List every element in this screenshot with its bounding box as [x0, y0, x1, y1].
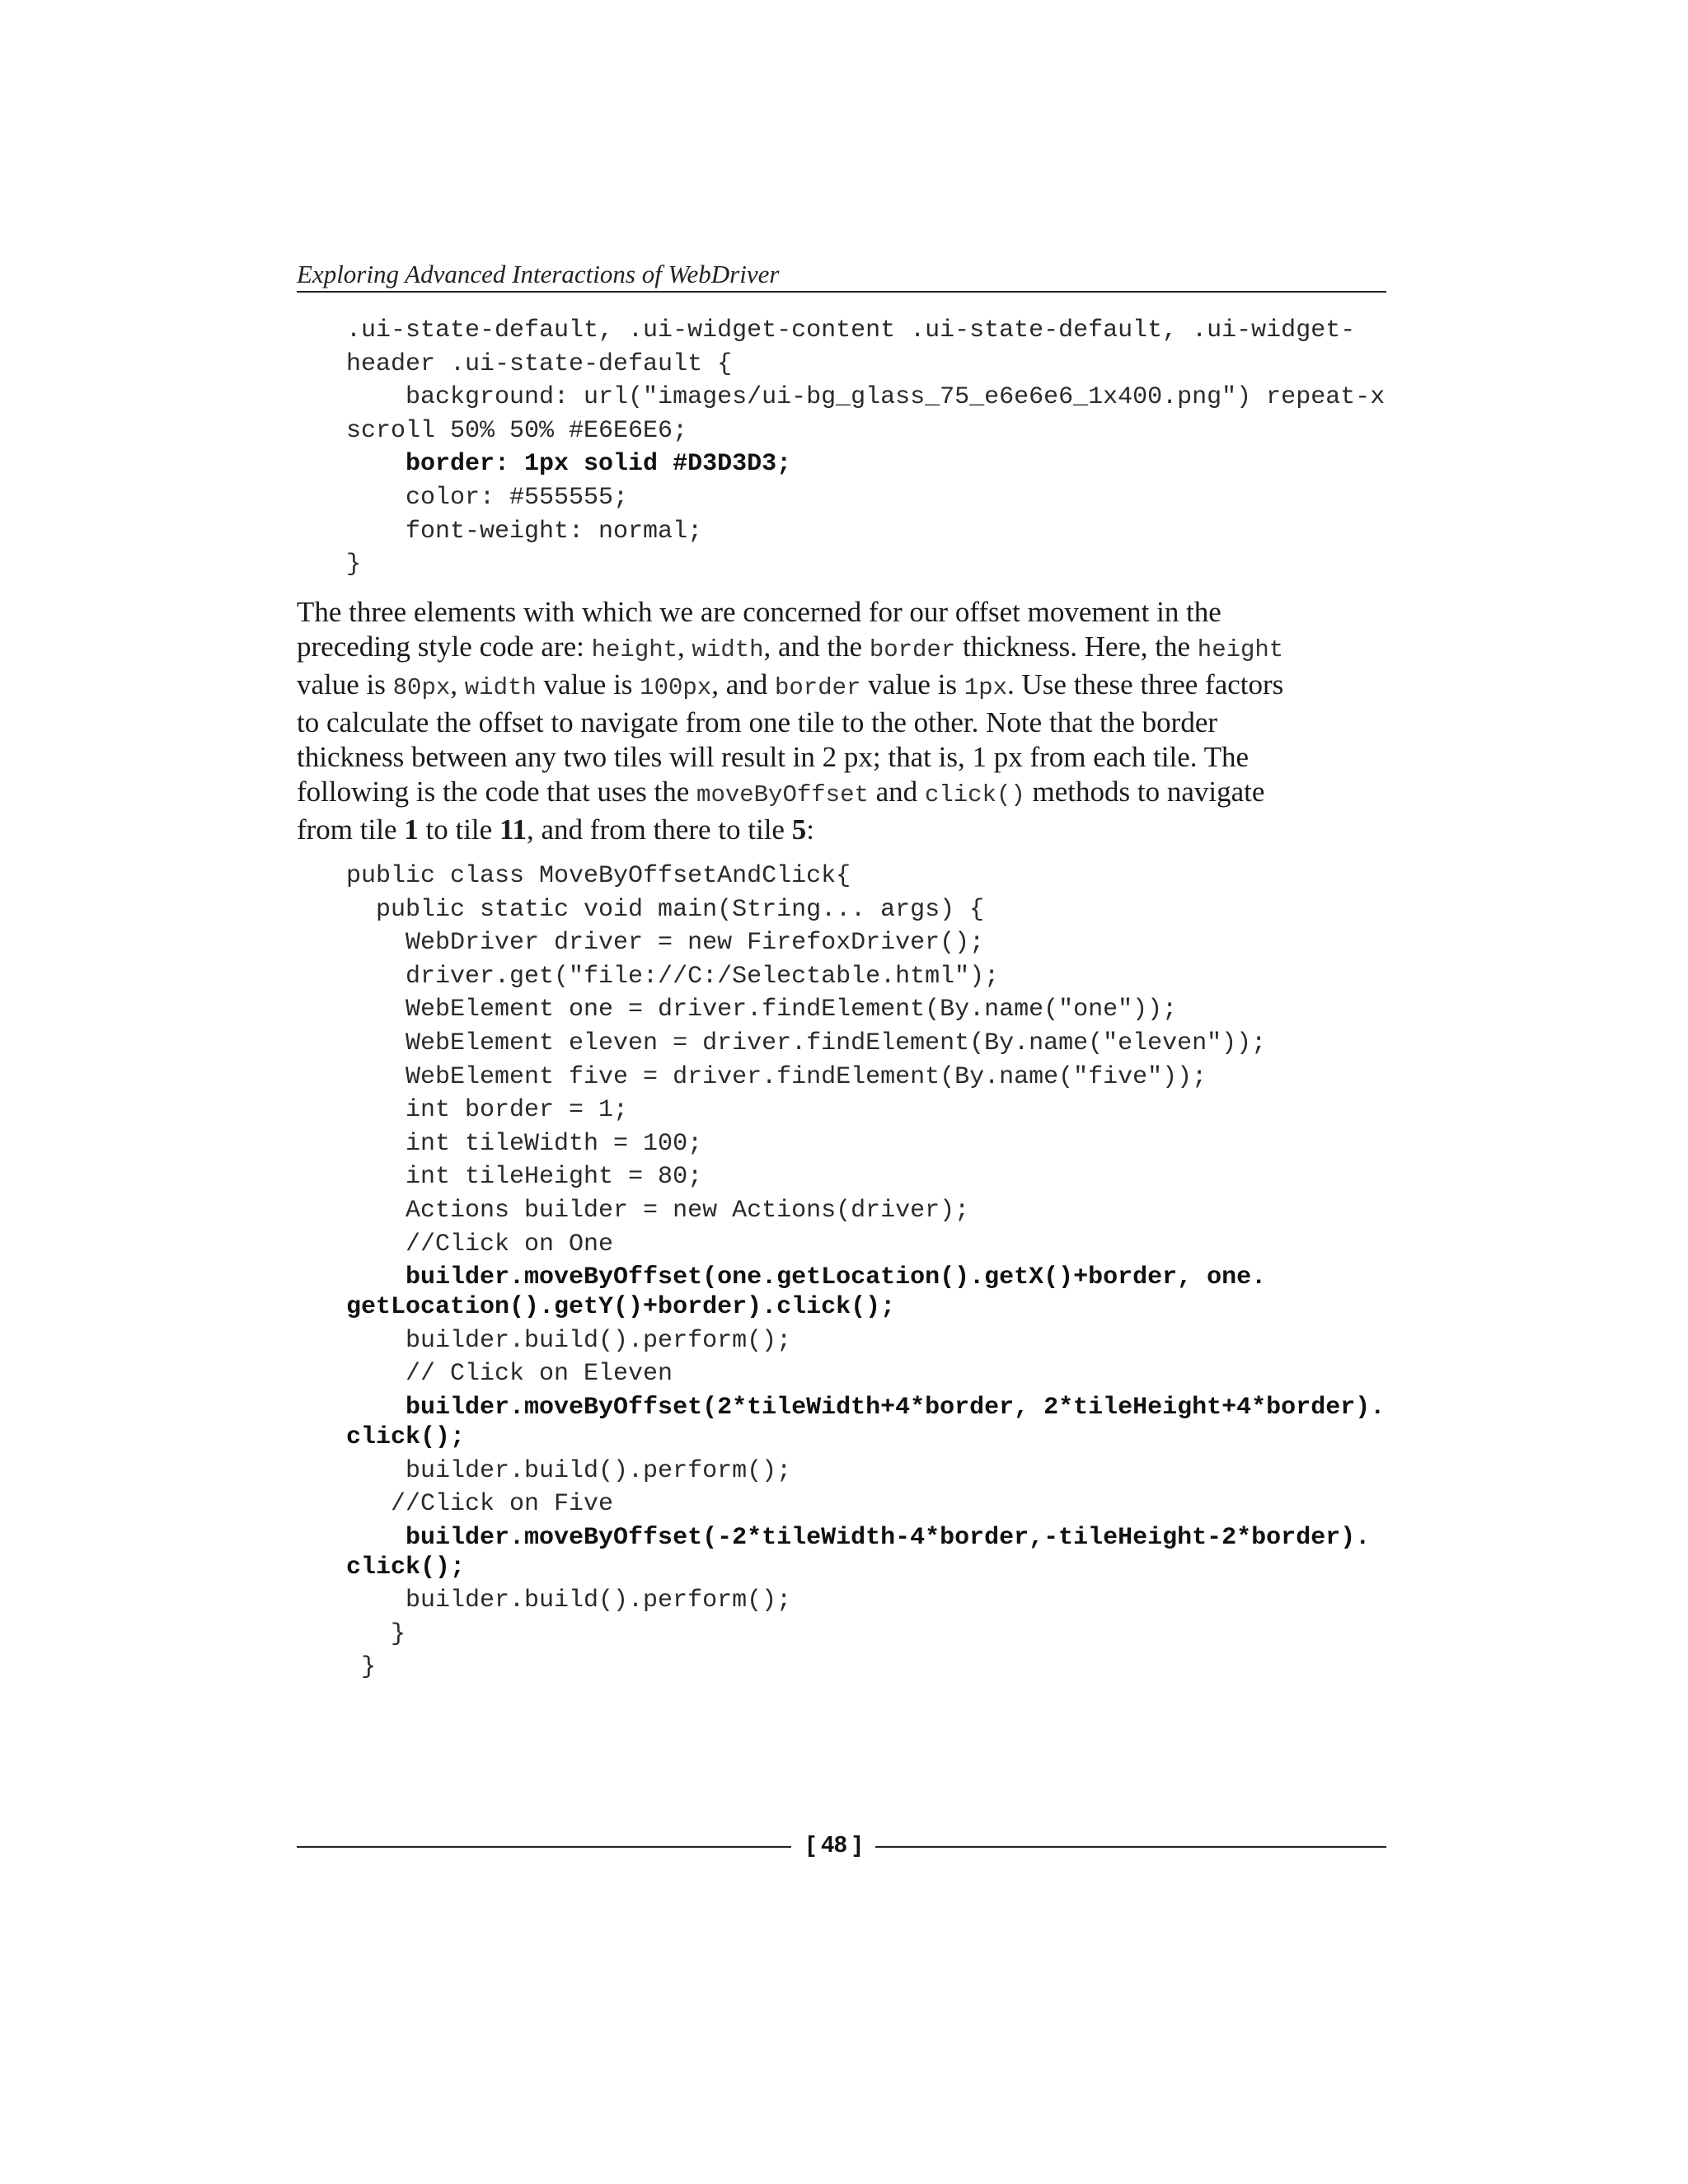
text-run: and [868, 776, 925, 808]
code-line: public class MoveByOffsetAndClick{ [346, 862, 851, 890]
text-run: . Use these three factors [1007, 668, 1284, 701]
code-line: builder.build().perform(); [346, 1456, 792, 1485]
page-number: [ 48 ] [807, 1831, 861, 1857]
code-line: Actions builder = new Actions(driver); [346, 1196, 970, 1225]
header-rule [297, 291, 1386, 293]
code-line: } [346, 1619, 406, 1648]
code-line: //Click on One [346, 1230, 614, 1258]
text-run: , and the [763, 630, 870, 663]
text-run: value is [297, 668, 393, 701]
inline-code: moveByOffset [696, 781, 869, 808]
bold-tile-number: 1 [404, 813, 419, 846]
code-line: click(); [346, 1553, 466, 1582]
inline-code: 100px [640, 674, 712, 701]
code-line: WebElement one = driver.findElement(By.name("one")); [346, 996, 1178, 1024]
code-line: scroll 50% 50% #E6E6E6; [346, 416, 688, 445]
code-line: builder.moveByOffset(2*tileWidth+4*border, 2*tileHeight+4*border). [346, 1393, 1386, 1422]
code-line: public static void main(String... args) { [346, 895, 985, 924]
code-line: WebDriver driver = new FirefoxDriver(); [346, 929, 985, 958]
java-code-block [346, 860, 1385, 1685]
bold-tile-number: 5 [791, 813, 807, 846]
text-run: methods to navigate [1025, 776, 1265, 808]
inline-code: width [464, 674, 537, 701]
code-line: builder.moveByOffset(-2*tileWidth-4*border,-tileHeight-2*border). [346, 1523, 1371, 1552]
paragraph-line [297, 668, 1393, 705]
text-run: , [450, 668, 465, 701]
code-line: // Click on Eleven [346, 1360, 673, 1389]
paragraph-line [297, 813, 1393, 847]
code-line: } [346, 1653, 377, 1682]
code-line: WebElement five = driver.findElement(By.name("five")); [346, 1062, 1207, 1091]
text-run: , [678, 630, 692, 663]
bold-tile-number: 11 [499, 813, 528, 846]
code-line: driver.get("file://C:/Selectable.html"); [346, 962, 1000, 991]
text-run: thickness. Here, the [955, 630, 1198, 663]
paragraph-line [297, 740, 1393, 775]
paragraph-line [297, 630, 1393, 668]
footer-rule-left [297, 1846, 791, 1848]
css-code-block [346, 314, 1385, 582]
code-line: border: 1px solid #D3D3D3; [346, 450, 792, 479]
inline-code: width [692, 636, 764, 663]
code-line: } [346, 551, 362, 579]
text-run: : [806, 813, 814, 846]
text-run: to calculate the offset to navigate from one tile to the other. Note that the border [297, 706, 1218, 738]
inline-code: height [1197, 636, 1284, 663]
code-line: builder.build().perform(); [346, 1326, 792, 1355]
code-line: .ui-state-default, .ui-widget-content .ui-state-default, .ui-widget- [346, 316, 1356, 344]
inline-code: 80px [392, 674, 451, 701]
text-run: preceding style code are: [297, 630, 592, 663]
running-header: Exploring Advanced Interactions of WebDriver [297, 260, 780, 288]
code-line: WebElement eleven = driver.findElement(By.name("eleven")); [346, 1029, 1267, 1057]
text-run: to tile [418, 813, 499, 846]
inline-code: 1px [964, 674, 1008, 701]
code-line: int border = 1; [346, 1096, 629, 1125]
inline-code: height [591, 636, 678, 663]
paragraph-line [297, 775, 1393, 813]
text-run: , and [711, 668, 775, 701]
paragraph-line [297, 595, 1393, 630]
text-run: following is the code that uses the [297, 776, 697, 808]
text-run: thickness between any two tiles will result in 2 px; that is, 1 px from each tile. The [297, 741, 1250, 773]
code-line: getLocation().getY()+border).click(); [346, 1293, 896, 1322]
code-line: builder.build().perform(); [346, 1586, 792, 1615]
text-run: value is [536, 668, 640, 701]
footer-rule-right [875, 1846, 1386, 1848]
code-line: int tileHeight = 80; [346, 1163, 703, 1192]
inline-code: click() [924, 781, 1025, 808]
paragraph-line [297, 705, 1393, 740]
inline-code: border [869, 636, 956, 663]
text-run: The three elements with which we are concerned for our offset movement in the [297, 596, 1221, 628]
code-line: builder.moveByOffset(one.getLocation().getX()+border, one. [346, 1263, 1267, 1292]
code-line: click(); [346, 1422, 466, 1451]
code-line: color: #555555; [346, 483, 629, 512]
code-line: background: url("images/ui-bg_glass_75_e6e6e6_1x400.png") repeat-x [346, 383, 1386, 412]
code-line: header .ui-state-default { [346, 349, 733, 378]
inline-code: border [774, 674, 861, 701]
code-line: font-weight: normal; [346, 517, 703, 546]
text-run: value is [860, 668, 964, 701]
code-line: int tileWidth = 100; [346, 1129, 703, 1158]
body-paragraph [297, 595, 1393, 847]
text-run: from tile [297, 813, 405, 846]
text-run: , and from there to tile [527, 813, 792, 846]
code-line: //Click on Five [346, 1490, 614, 1519]
